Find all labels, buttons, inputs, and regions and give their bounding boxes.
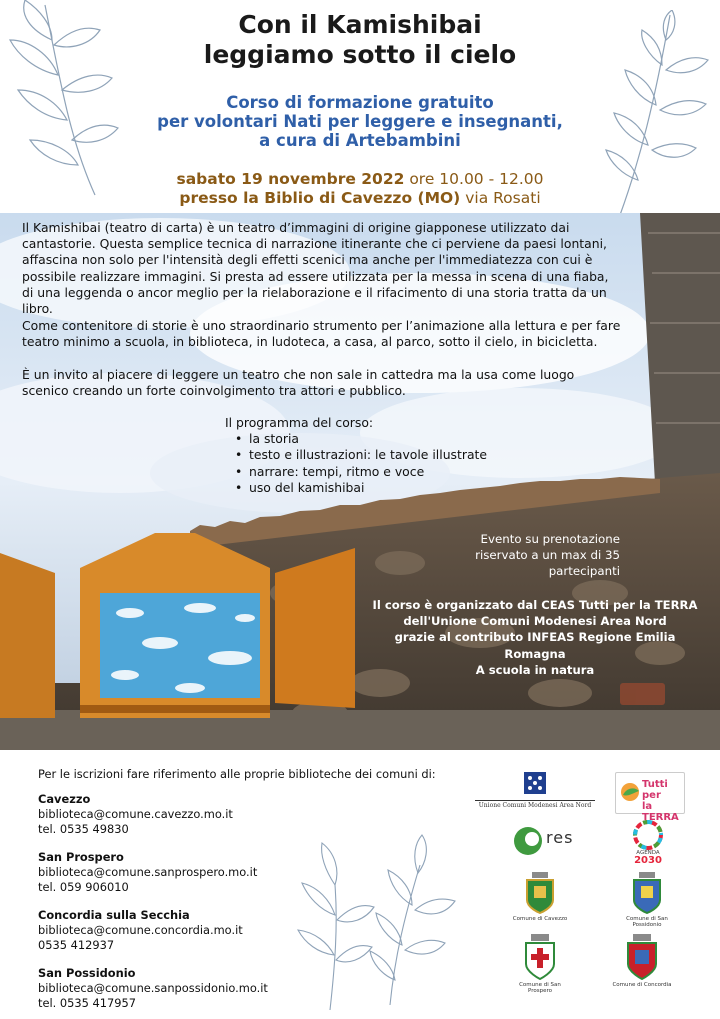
- organizer-line-4: A scuola in natura: [475, 662, 595, 677]
- subtitle-line-2: per volontari Nati per leggere e insegnanti,: [157, 112, 563, 131]
- booking-note: [420, 531, 620, 579]
- organizer-line-1: Il corso è organizzato dal CEAS Tutti per la TERRA: [372, 598, 698, 612]
- page-title: [0, 10, 720, 70]
- program-item: • uso del kamishibai: [235, 480, 487, 496]
- organizer-note: [370, 597, 700, 678]
- library-concordia: [38, 908, 243, 954]
- san-prospero-label: Comune di San Prospero: [519, 982, 561, 994]
- san-prospero-coat-of-arms-icon: [521, 934, 559, 980]
- description-paragraph-3: È un invito al piacere di leggere un teatro che non sale in cattedra ma la usa come luogo scenico creando un forte coinvolgimento tra attori e pubblico.: [22, 367, 575, 399]
- unione-label: Unione Comuni Modenesi Area Nord: [475, 800, 595, 809]
- agenda-2030-logo: [628, 820, 668, 868]
- terra-label: la TERRA: [642, 801, 679, 823]
- description-paragraph-1: Il Kamishibai (teatro di carta) è un teatro d’immagini di origine giapponese utilizzato dai cantastorie. Questa semplice tecnica di narrazione itinerante che ci perviene da paesi lontani, affascina non solo per l'intensità degli effetti scenici ma anche per l'immediatezza con cui è possibile realizzare immagini. Si presta ad essere utilizzata per la messa in scena di una fiaba, di una leggenda o ancor meglio per la rielaborazione e il rifacimento di una storia tratta da un libro.: [22, 220, 609, 317]
- program-title: Il programma del corso:: [225, 415, 374, 430]
- library-san-possidonio: [38, 966, 268, 1012]
- description-paragraph-2: Come contenitore di storie è uno straordinario strumento per l’animazione alla lettura e per fare teatro minimo a scuola, in biblioteca, in ludoteca, a casa, al parco, sotto il cielo, in bicicletta.: [22, 318, 621, 350]
- cavezzo-label: Comune di Cavezzo: [512, 916, 568, 922]
- unione-comuni-logo: [475, 772, 595, 809]
- program-item: • narrare: tempi, ritmo e voce: [235, 464, 487, 480]
- san-possidonio-coat-of-arms-icon: [630, 872, 664, 914]
- title-line-2: leggiamo sotto il cielo: [203, 40, 517, 69]
- library-name: San Prospero: [38, 850, 124, 864]
- course-program: [225, 415, 487, 496]
- cavezzo-coat-of-arms-icon: [523, 872, 557, 914]
- library-name: Cavezzo: [38, 792, 91, 806]
- san-possidonio-label: Comune di San Possidonio: [626, 916, 668, 928]
- booking-note-line-1: Evento su prenotazione: [480, 532, 620, 546]
- organizer-line-3: grazie al contributo INFEAS Regione Emilia Romagna: [394, 630, 676, 661]
- agenda-label: AGENDA: [636, 850, 660, 856]
- library-name: San Possidonio: [38, 966, 136, 980]
- library-cavezzo: [38, 792, 233, 838]
- library-email[interactable]: biblioteca@comune.sanpossidonio.mo.it: [38, 981, 268, 996]
- res-label: res: [546, 828, 574, 847]
- event-time: ore 10.00 - 12.00: [404, 170, 544, 188]
- subtitle: [0, 93, 720, 150]
- res-emblem-icon: [512, 825, 544, 857]
- tutti-label: Tutti per: [642, 779, 668, 801]
- event-date: sabato 19 novembre 2022: [176, 170, 405, 188]
- booking-note-line-2: riservato a un max di 35 partecipanti: [475, 548, 620, 578]
- library-email[interactable]: biblioteca@comune.cavezzo.mo.it: [38, 807, 233, 822]
- library-email[interactable]: biblioteca@comune.concordia.mo.it: [38, 923, 243, 938]
- leaf-branch-decoration-bottom: [290, 825, 470, 1015]
- registration-intro: Per le iscrizioni fare riferimento alle proprie biblioteche dei comuni di:: [38, 767, 436, 781]
- event-street: via Rosati: [460, 189, 541, 207]
- subtitle-line-3: a cura di Artebambini: [259, 131, 461, 150]
- program-list: [235, 431, 487, 496]
- unione-emblem-icon: [524, 772, 546, 794]
- library-name: Concordia sulla Secchia: [38, 908, 190, 922]
- concordia-label: Comune di Concordia: [612, 982, 672, 988]
- library-san-prospero: [38, 850, 257, 896]
- subtitle-line-1: Corso di formazione gratuito: [226, 93, 494, 112]
- library-phone: tel. 0535 49830: [38, 822, 129, 837]
- comune-cavezzo-logo: [510, 872, 570, 922]
- library-phone: tel. 059 906010: [38, 880, 129, 895]
- concordia-coat-of-arms-icon: [623, 934, 661, 980]
- program-item: • la storia: [235, 431, 487, 447]
- library-email[interactable]: biblioteca@comune.sanprospero.mo.it: [38, 865, 258, 880]
- comune-concordia-logo: [612, 934, 672, 988]
- library-phone: tel. 0535 417957: [38, 996, 136, 1011]
- comune-san-prospero-logo: [510, 934, 570, 994]
- title-line-1: Con il Kamishibai: [238, 10, 482, 39]
- sdg-wheel-icon: [633, 820, 663, 850]
- comune-san-possidonio-logo: [612, 872, 682, 928]
- tutti-per-la-terra-logo: [615, 772, 685, 823]
- event-place: presso la Biblio di Cavezzo (MO): [179, 189, 461, 207]
- library-phone: 0535 412937: [38, 938, 115, 953]
- agenda-year: 2030: [634, 855, 662, 866]
- organizer-line-2: dell'Unione Comuni Modenesi Area Nord: [403, 614, 667, 629]
- res-logo: [512, 825, 592, 857]
- earth-leaf-icon: [619, 781, 641, 803]
- program-item: • testo e illustrazioni: le tavole illustrate: [235, 447, 487, 463]
- event-date-place: [0, 170, 720, 208]
